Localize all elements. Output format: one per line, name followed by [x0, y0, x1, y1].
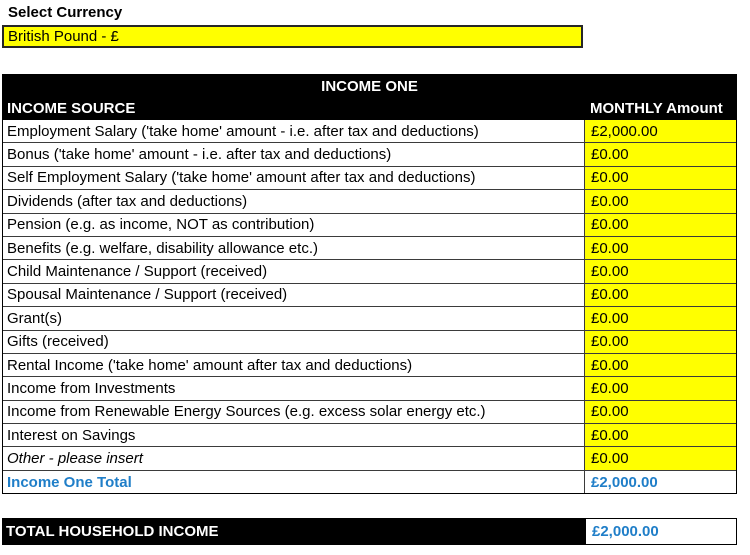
income-source-label: Pension (e.g. as income, NOT as contribution) [3, 214, 584, 236]
income-one-total-label: Income One Total [3, 471, 584, 493]
income-source-label: Self Employment Salary ('take home' amount after tax and deductions) [3, 167, 584, 189]
income-source-label: Interest on Savings [3, 424, 584, 446]
column-header-monthly-amount: MONTHLY Amount [590, 100, 723, 117]
monthly-amount-cell[interactable]: £0.00 [584, 331, 736, 353]
table-row [3, 143, 736, 166]
monthly-amount-cell[interactable]: £0.00 [584, 143, 736, 165]
table-row [3, 424, 736, 447]
select-currency-label: Select Currency [8, 4, 123, 21]
column-header-income-source: INCOME SOURCE [7, 100, 136, 117]
monthly-amount-cell[interactable]: £0.00 [584, 190, 736, 212]
monthly-amount-cell[interactable]: £0.00 [584, 237, 736, 259]
total-household-income-value: £2,000.00 [585, 518, 737, 545]
income-source-label: Employment Salary ('take home' amount - i.e. after tax and deductions) [3, 120, 584, 142]
table-row [3, 447, 736, 470]
income-one-column-headers [3, 97, 736, 120]
monthly-amount-cell[interactable]: £0.00 [584, 260, 736, 282]
table-row [3, 471, 736, 494]
income-one-total-value: £2,000.00 [584, 471, 736, 493]
monthly-amount-cell[interactable]: £0.00 [584, 401, 736, 423]
monthly-amount-cell[interactable]: £0.00 [584, 167, 736, 189]
income-source-label: Grant(s) [3, 307, 584, 329]
table-row [3, 167, 736, 190]
currency-select-cell[interactable]: British Pound - £ [2, 25, 583, 48]
income-source-label: Other - please insert [3, 447, 584, 469]
monthly-amount-cell[interactable]: £0.00 [584, 214, 736, 236]
income-source-label: Income from Renewable Energy Sources (e.g. excess solar energy etc.) [3, 401, 584, 423]
income-source-label: Rental Income ('take home' amount after tax and deductions) [3, 354, 584, 376]
income-source-label: Spousal Maintenance / Support (received) [3, 284, 584, 306]
table-row [3, 401, 736, 424]
monthly-amount-cell[interactable]: £2,000.00 [584, 120, 736, 142]
total-household-income-bar [2, 518, 737, 545]
monthly-amount-cell[interactable]: £0.00 [584, 354, 736, 376]
income-source-label: Child Maintenance / Support (received) [3, 260, 584, 282]
income-one-title: INCOME ONE [3, 75, 736, 97]
income-source-label: Bonus ('take home' amount - i.e. after tax and deductions) [3, 143, 584, 165]
table-row [3, 284, 736, 307]
income-source-label: Income from Investments [3, 377, 584, 399]
household-income-form [0, 3, 750, 555]
income-one-rows [3, 120, 736, 494]
income-one-table [2, 74, 737, 494]
monthly-amount-cell[interactable]: £0.00 [584, 424, 736, 446]
table-row [3, 260, 736, 283]
table-row [3, 354, 736, 377]
table-row [3, 237, 736, 260]
monthly-amount-cell[interactable]: £0.00 [584, 377, 736, 399]
table-row [3, 307, 736, 330]
table-row [3, 377, 736, 400]
table-row [3, 190, 736, 213]
monthly-amount-cell[interactable]: £0.00 [584, 447, 736, 469]
total-household-income-label: TOTAL HOUSEHOLD INCOME [2, 518, 585, 545]
income-source-label: Dividends (after tax and deductions) [3, 190, 584, 212]
monthly-amount-cell[interactable]: £0.00 [584, 284, 736, 306]
income-source-label: Benefits (e.g. welfare, disability allowance etc.) [3, 237, 584, 259]
table-row [3, 214, 736, 237]
table-row [3, 120, 736, 143]
income-source-label: Gifts (received) [3, 331, 584, 353]
monthly-amount-cell[interactable]: £0.00 [584, 307, 736, 329]
table-row [3, 331, 736, 354]
